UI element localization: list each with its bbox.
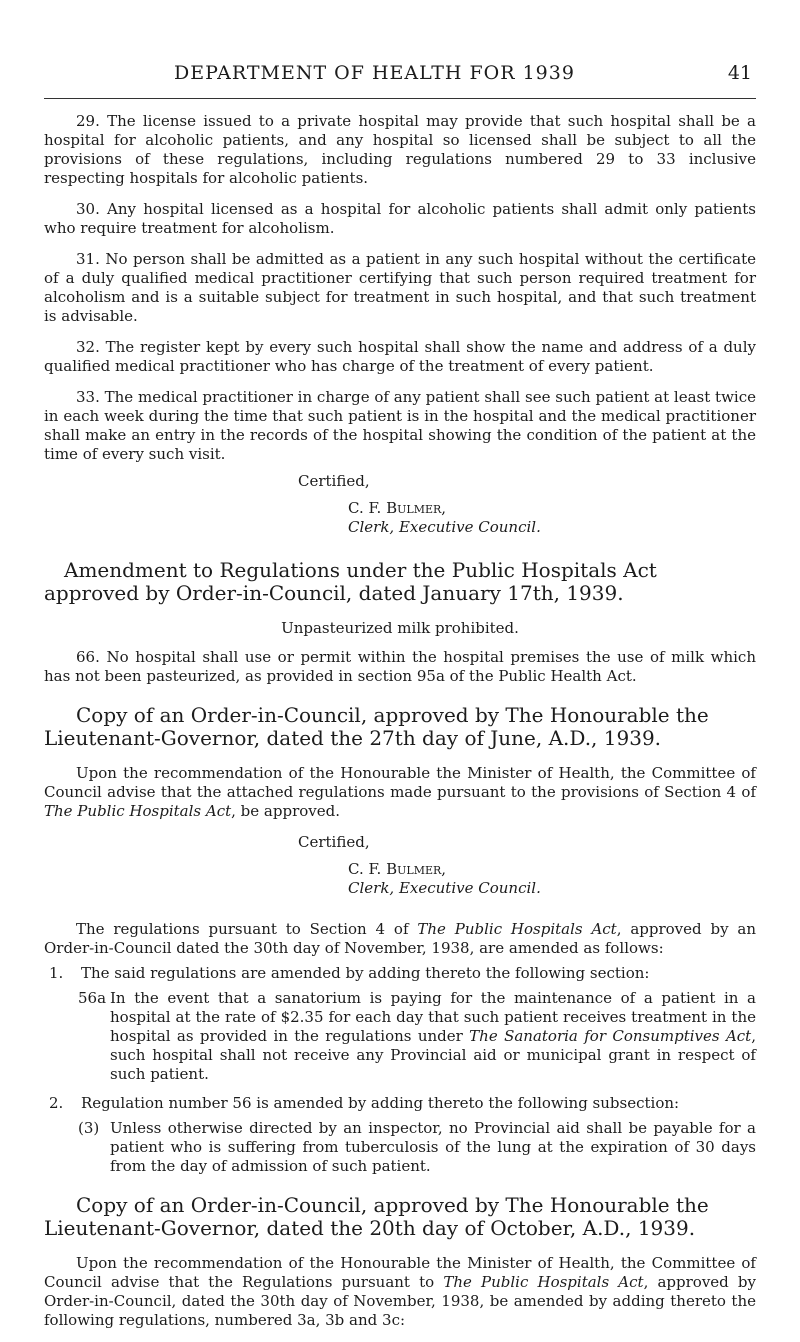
amendment-heading: Amendment to Regulations under the Public Hospitals Act approved by Order-in-Council, dated January 17th, 1939. xyxy=(44,558,657,605)
intro-text-a: The regulations pursuant to Section 4 of xyxy=(76,920,418,938)
signatory-role-2: Clerk, Executive Council. xyxy=(348,879,541,897)
order-june-text-b: , be approved. xyxy=(231,802,340,820)
intro-text-b: , approved by an Order-in-Council dated the 30th day of November, 1938, are amended as follows: xyxy=(44,920,756,957)
signatory-initials: C. F. xyxy=(348,499,382,517)
running-title: DEPARTMENT OF HEALTH FOR 1939 xyxy=(174,62,575,84)
sub-item-3 xyxy=(78,1119,756,1176)
order-october-text-b: , approved by Order-in-Council, dated the 30th day of November, 1938, be amended by adding thereto the following regulations, numbered 3a, 3b and 3c: xyxy=(44,1273,757,1329)
list-text: The said regulations are amended by adding thereto the following section: xyxy=(81,964,650,982)
regulation-30: 30. Any hospital licensed as a hospital for alcoholic patients shall admit only patients who require treatment for alcoholism. xyxy=(44,200,756,237)
sub-number: (3) xyxy=(78,1119,100,1137)
certified-label: Certified, xyxy=(298,472,370,490)
page-number: 41 xyxy=(727,62,752,84)
order-october-act-title: The Public Hospitals Act xyxy=(443,1273,644,1291)
signatory-name xyxy=(348,499,756,518)
signature-block xyxy=(348,499,756,537)
list-text: Regulation number 56 is amended by adding thereto the following subsection: xyxy=(81,1094,680,1112)
sub56a-text-a: In the event that a sanatorium is paying for the maintenance of a patient in a hospital at the rate of $2.35 for each day that such patient receives treatment in the hospital as provided in the regulations under xyxy=(110,989,756,1045)
order-june-text-a: Upon the recommendation of the Honourable the Minister of Health, the Committee of Council advise that the attached regulations made pursuant to the provisions of Section 4 of xyxy=(44,764,756,801)
regulation-29: 29. The license issued to a private hospital may provide that such hospital shall be a hospital for alcoholic patients, and any hospital so licensed shall be subject to all the provisions of these regulations, including regulations numbered 29 to 33 inclusive respecting hospitals for alcoholic patients. xyxy=(44,112,756,187)
regulation-33: 33. The medical practitioner in charge of any patient shall see such patient at least twice in each week during the time that such patient is in the hospital and the medical practitioner shall make an entry in the records of the hospital showing the condition of the patient at the time of every such visit. xyxy=(44,388,756,463)
signatory-surname: Bulmer, xyxy=(386,499,447,517)
regulations-intro xyxy=(44,920,756,958)
sub-item-56a xyxy=(78,989,756,1084)
page-body xyxy=(44,112,756,1342)
regulation-31: 31. No person shall be admitted as a patient in any such hospital without the certificate of a duly qualified medical practitioner certifying that such person required treatment for alcoholism and is a suitable subject for treatment in such hospital, and that such treatment is advisable. xyxy=(44,250,756,325)
order-june-heading: Copy of an Order-in-Council, approved by The Honourable the Lieutenant-Governor, dated the 27th day of June, A.D., 1939. xyxy=(44,703,709,750)
order-june-act-title: The Public Hospitals Act xyxy=(44,802,232,820)
sub-text xyxy=(110,989,756,1084)
page-header xyxy=(44,62,756,102)
order-october-text-a: Upon the recommendation of the Honourable the Minister of Health, the Committee of Council advise that the Regulations pursuant to xyxy=(44,1254,756,1291)
list-item xyxy=(44,964,756,983)
amendment-subheading: Unpasteurized milk prohibited. xyxy=(281,619,519,637)
signatory-initials-2: C. F. xyxy=(348,860,382,878)
intro-act-title: The Public Hospitals Act xyxy=(417,920,617,938)
signatory-surname-2: Bulmer, xyxy=(386,860,447,878)
certified-label-2: Certified, xyxy=(298,833,370,851)
sub-number: 56a xyxy=(78,989,107,1007)
sub56a-act-title: The Sanatoria for Consumptives Act xyxy=(469,1027,752,1045)
sub-text: Unless otherwise directed by an inspector, no Provincial aid shall be payable for a patient who is suffering from tuberculosis of the lung at the expiration of 30 days from the day of admission of such patient. xyxy=(110,1119,756,1175)
header-rule xyxy=(44,98,756,99)
amendment-list xyxy=(44,964,756,1176)
signature-block-2 xyxy=(348,860,756,898)
sub56a-text-b: , such hospital shall not receive any Provincial aid or municipal grant in respect of such patient. xyxy=(110,1027,756,1083)
regulation-66: 66. No hospital shall use or permit within the hospital premises the use of milk which has not been pasteurized, as provided in section 95a of the Public Health Act. xyxy=(44,648,756,685)
list-item xyxy=(44,1094,756,1113)
signatory-name-2 xyxy=(348,860,756,879)
signatory-role: Clerk, Executive Council. xyxy=(348,518,541,536)
order-june-text xyxy=(44,764,756,821)
list-number: 2. xyxy=(49,1094,64,1112)
regulation-32: 32. The register kept by every such hospital shall show the name and address of a duly qualified medical practitioner who has charge of the treatment of every patient. xyxy=(44,338,756,375)
order-october-heading: Copy of an Order-in-Council, approved by The Honourable the Lieutenant-Governor, dated the 20th day of October, A.D., 1939. xyxy=(44,1193,709,1240)
list-number: 1. xyxy=(49,964,64,982)
